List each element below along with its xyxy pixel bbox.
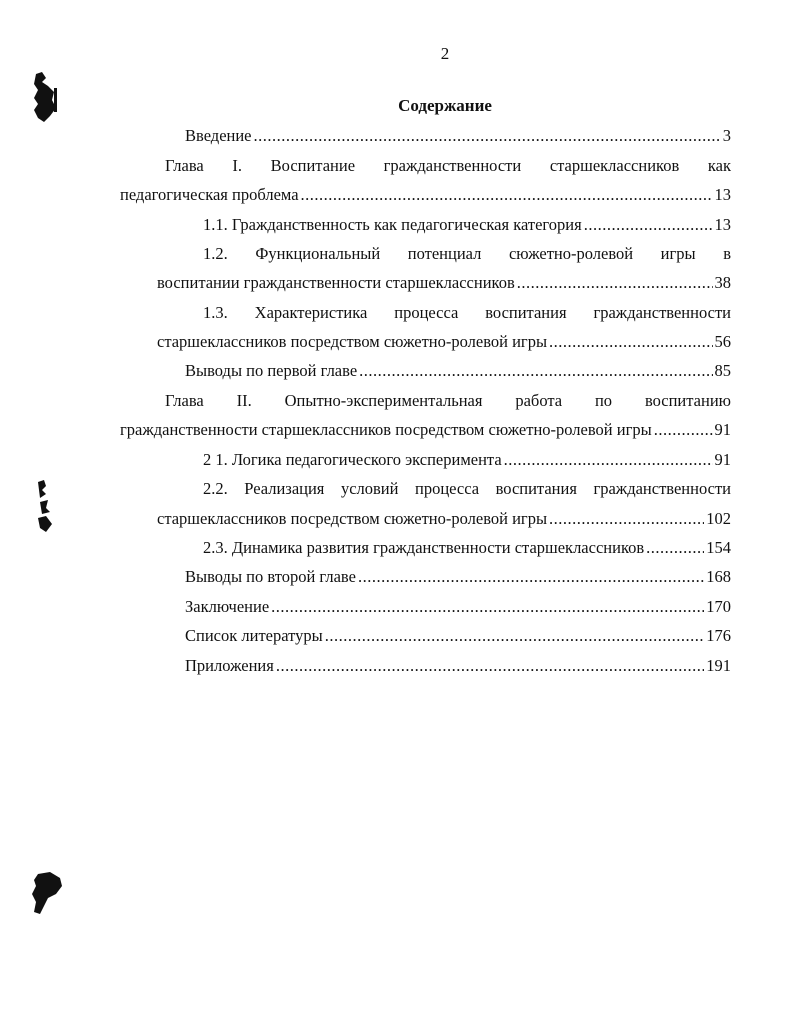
entry-text: Приложения [185, 656, 274, 675]
entry-text: Заключение [185, 597, 270, 616]
toc-entry-chapter1-line1: Глава I. Воспитание гражданственности старшеклассников как [165, 156, 731, 175]
toc-entry-chapter2-line1: Глава II. Опытно-экспериментальная работа по воспитанию [165, 391, 731, 410]
dot-leader [276, 654, 704, 678]
page-number: 2 [440, 44, 450, 63]
toc-entry-1-2-line2 [157, 271, 731, 295]
toc-entry-1-2-line1: 1.2. Функциональный потенциал сюжетно-ролевой игры в [203, 244, 731, 263]
scan-artifact-top [28, 70, 62, 128]
toc-entry-intro [185, 124, 731, 148]
entry-page: 168 [706, 567, 731, 586]
entry-page: 56 [714, 332, 731, 351]
dot-leader [504, 448, 713, 472]
entry-page: 91 [714, 420, 731, 439]
toc-entry-conclusions-1 [185, 359, 731, 383]
toc-entry-chapter1-line2 [120, 183, 731, 207]
dot-leader [254, 124, 721, 148]
entry-text: 2.3. Динамика развития гражданственности старшеклассников [203, 538, 645, 557]
entry-page: 176 [706, 626, 731, 645]
dot-leader [359, 359, 712, 383]
entry-text: Введение [185, 126, 252, 145]
toc-entry-appendices [185, 654, 731, 678]
entry-text: педагогическая проблема [120, 185, 299, 204]
entry-page: 13 [714, 215, 731, 234]
toc-entry-references [185, 624, 731, 648]
toc-title: Содержание [398, 96, 492, 115]
dot-leader [549, 330, 712, 354]
entry-page: 85 [714, 361, 731, 380]
toc-entry-2-3 [203, 536, 731, 560]
toc-entry-2-2-line1: 2.2. Реализация условий процесса воспитания гражданственности [203, 479, 731, 498]
dot-leader [325, 624, 705, 648]
dot-leader [358, 565, 704, 589]
entry-text: 1.1. Гражданственность как педагогическая категория [203, 215, 582, 234]
toc-entry-2-1 [203, 448, 731, 472]
toc-entry-1-3-line1: 1.3. Характеристика процесса воспитания гражданственности [203, 303, 731, 322]
entry-text: воспитании гражданственности старшеклассников [157, 273, 515, 292]
entry-text: старшеклассников посредством сюжетно-ролевой игры [157, 332, 548, 351]
entry-text: Список литературы [185, 626, 323, 645]
entry-text: старшеклассников посредством сюжетно-ролевой игры [157, 509, 548, 528]
table-of-contents [0, 124, 791, 704]
dot-leader [654, 418, 713, 442]
scan-artifact-bottom [28, 868, 68, 920]
dot-leader [301, 183, 713, 207]
dot-leader [271, 595, 704, 619]
toc-entry-conclusions-2 [185, 565, 731, 589]
toc-entry-1-3-line2 [157, 330, 731, 354]
entry-page: 191 [706, 656, 731, 675]
dot-leader [646, 536, 704, 560]
entry-page: 91 [714, 450, 731, 469]
entry-text: гражданственности старшеклассников посредством сюжетно-ролевой игры [120, 420, 652, 439]
dot-leader [584, 213, 713, 237]
entry-page: 102 [706, 509, 731, 528]
toc-entry-conclusion [185, 595, 731, 619]
toc-entry-2-2-line2 [157, 507, 731, 531]
entry-page: 13 [714, 185, 731, 204]
toc-entry-1-1 [203, 213, 731, 237]
entry-text: Выводы по второй главе [185, 567, 356, 586]
dot-leader [549, 507, 704, 531]
entry-text: 2 1. Логика педагогического эксперимента [203, 450, 502, 469]
scan-artifact-middle [34, 478, 58, 536]
toc-entry-chapter2-line2 [120, 418, 731, 442]
entry-text: Выводы по первой главе [185, 361, 358, 380]
entry-page: 3 [722, 126, 731, 145]
entry-page: 170 [706, 597, 731, 616]
entry-page: 154 [706, 538, 731, 557]
entry-page: 38 [714, 273, 731, 292]
dot-leader [517, 271, 713, 295]
